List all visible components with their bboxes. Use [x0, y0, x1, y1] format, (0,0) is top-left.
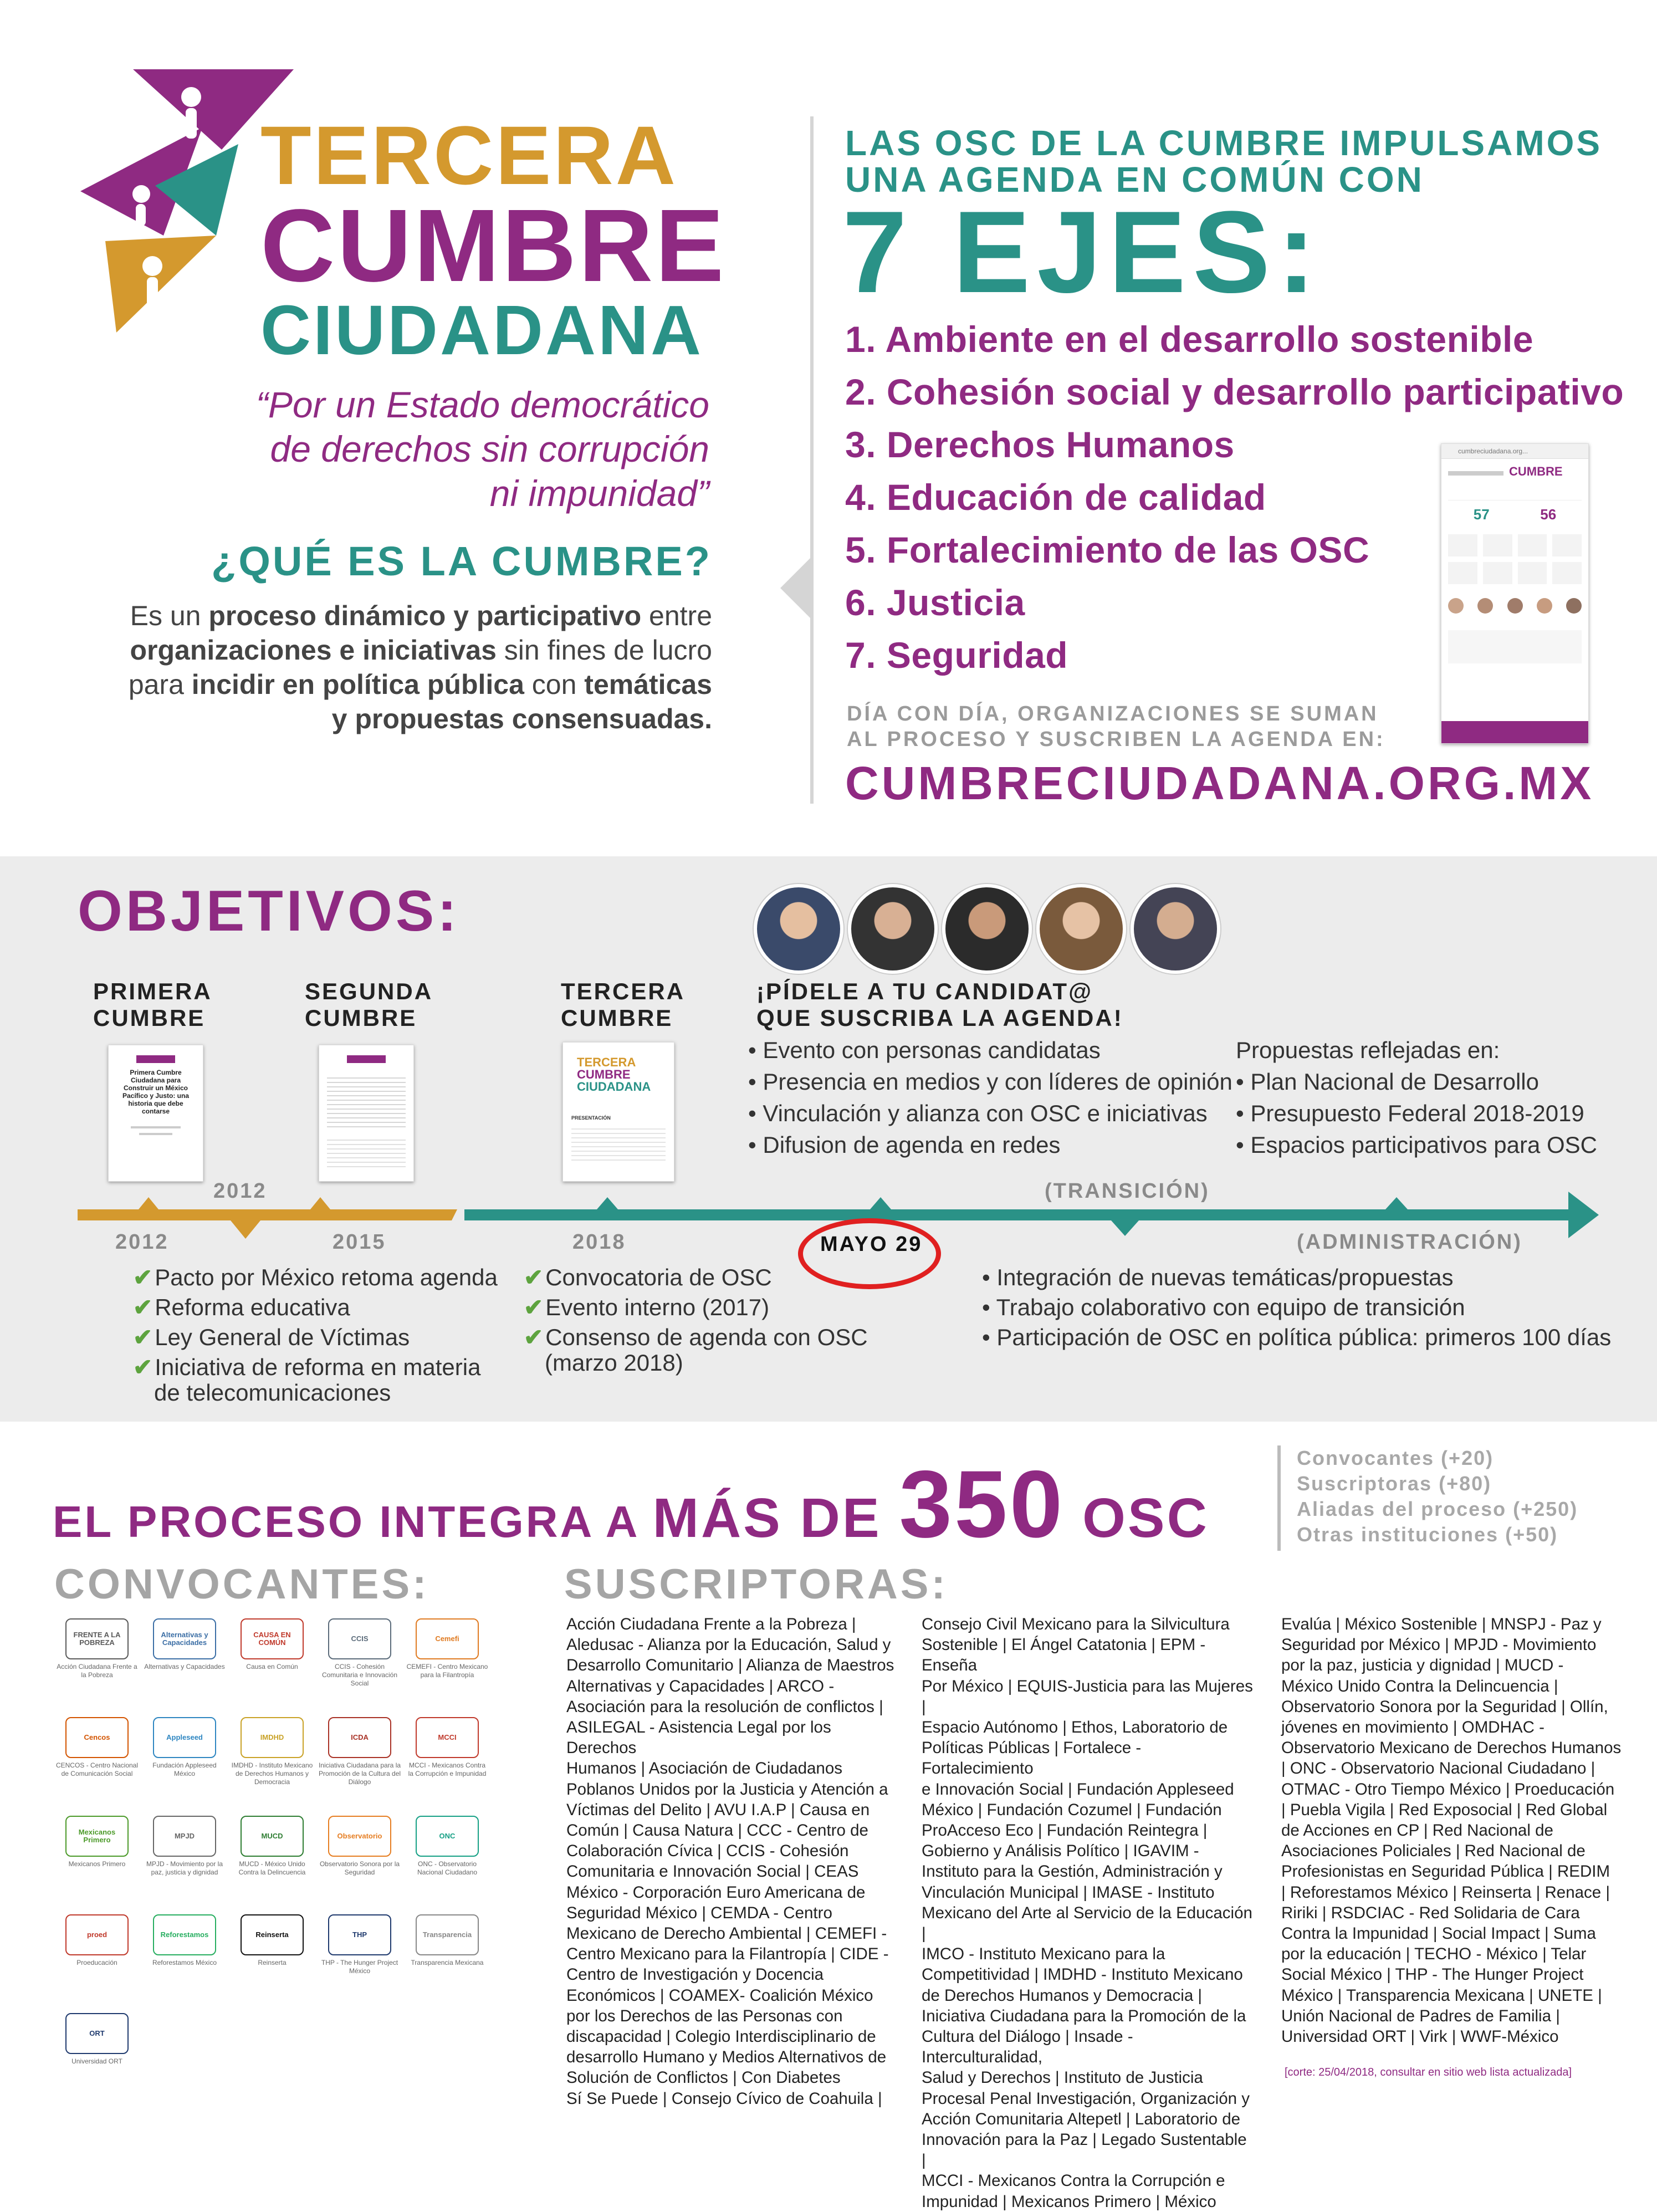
- preview-url-bar: cumbreciudadana.org...: [1441, 444, 1588, 459]
- post-item: • Trabajo colaborativo con equipo de transición: [982, 1294, 1465, 1320]
- suscriptoras-line: Evalúa | México Sostenible | MNSPJ - Paz y: [1281, 1615, 1602, 1633]
- suscriptoras-line: Sostenible | El Ángel Catatonia | EPM - Enseña: [922, 1636, 1206, 1675]
- candidate-action-item: • Difusion de agenda en redes: [748, 1132, 1061, 1158]
- year-2018: 2018: [572, 1230, 626, 1254]
- logo-line-tercera: TERCERA: [260, 109, 678, 202]
- propuestas-title: Propuestas reflejadas en:: [1236, 1037, 1500, 1063]
- convocante-logo-label: Fundación Appleseed México: [152, 1761, 217, 1777]
- suscriptoras-line: Profesionistas en Seguridad Pública | REDIM: [1281, 1862, 1610, 1881]
- suscriptoras-line: Procesal Penal Investigación, Organización y: [922, 2089, 1250, 2108]
- check-icon: ✔: [524, 1324, 544, 1350]
- suscriptoras-line: | Puebla Vigila | Red Exposocial | Red Global: [1281, 1800, 1608, 1819]
- suscriptoras-line: Centro de Investigación y Docencia: [566, 1965, 824, 1984]
- preview-text-line: [1448, 471, 1503, 476]
- convocante-logo-mark: FRENTE A LA POBREZA: [65, 1618, 129, 1659]
- suscriptoras-line: Mexicano del Arte al Servicio de la Educación |: [922, 1903, 1252, 1943]
- que-es-title: ¿QUÉ ES LA CUMBRE?: [211, 538, 712, 584]
- convocante-logo-mark: Reforestamos: [153, 1914, 216, 1955]
- post-item: • Integración de nuevas temáticas/propuestas: [982, 1264, 1454, 1290]
- mayo-date: MAYO 29: [820, 1233, 923, 1256]
- suscriptoras-line: Observatorio Sonora por la Seguridad | Ollín,: [1281, 1697, 1608, 1716]
- suscriptoras-line: Por México | EQUIS-Justicia para las Mujeres |: [922, 1677, 1253, 1716]
- convocante-logo-label: MCCI - Mexicanos Contra la Corrupción e Impunidad: [408, 1761, 487, 1777]
- convocante-logo-mark: CCIS: [328, 1618, 391, 1659]
- candidate-action-item: • Evento con personas candidatas: [748, 1037, 1101, 1063]
- join-line: AL PROCESO Y SUSCRIBEN LA AGENDA EN:: [847, 728, 1385, 751]
- convocante-logo-label: Reinserta: [258, 1959, 287, 1966]
- suscriptoras-line: Universidad ORT | Virk | WWF-México: [1281, 2027, 1559, 2046]
- convocante-logo-mark: CAUSA EN COMÚN: [241, 1618, 304, 1659]
- suscriptoras-line: Centro Mexicano para la Filantropía | CIDE -: [566, 1945, 889, 1964]
- divider-notch: [780, 557, 811, 619]
- convocante-logo-mark: Reinserta: [241, 1914, 304, 1955]
- convocante-logo-mark: Transparencia: [416, 1914, 479, 1955]
- convocante-logo-mark: Alternativas y Capacidades: [153, 1618, 216, 1659]
- convocante-logo-label: Observatorio Sonora por la Seguridad: [319, 1860, 400, 1876]
- logo-figure-body: [147, 277, 158, 308]
- suscriptoras-line: MCCI - Mexicanos Contra la Corrupción e: [922, 2172, 1225, 2190]
- convocante-logo: [55, 2013, 139, 2066]
- convocante-logo-mark: ICDA: [328, 1717, 391, 1758]
- suscriptoras-line: jóvenes en movimiento | OMDHAC -: [1281, 1718, 1545, 1737]
- suscriptoras-line: Víctimas del Delito | AVU I.A.P | Causa en: [566, 1800, 870, 1819]
- eje-item: 1. Ambiente en el desarrollo sostenible: [845, 319, 1534, 360]
- convocante-logo-mark: ORT: [65, 2013, 129, 2054]
- header-divider: [810, 116, 814, 804]
- suscriptoras-line: Desarrollo Comunitario | Alianza de Maestros: [566, 1656, 894, 1675]
- suscriptoras-line: | Reforestamos México | Reinserta | Renace |: [1281, 1883, 1610, 1902]
- convocante-logo: [143, 1914, 226, 1967]
- segunda-cumbre-heading: SEGUNDA CUMBRE: [305, 978, 433, 1031]
- que-es-description: [129, 599, 712, 736]
- check-icon: ✔: [133, 1324, 153, 1350]
- administracion-label: (ADMINISTRACIÓN): [1297, 1230, 1522, 1254]
- proceso-number: 350: [899, 1451, 1065, 1557]
- logro-item: ✔Consenso de agenda con OSC: [524, 1324, 868, 1350]
- agenda-intro-line: UNA AGENDA EN COMÚN CON: [845, 160, 1424, 200]
- eje-item: 5. Fortalecimiento de las OSC: [845, 529, 1370, 570]
- suscriptoras-line: Unión Nacional de Padres de Familia |: [1281, 2006, 1560, 2025]
- join-line: DÍA CON DÍA, ORGANIZACIONES SE SUMAN: [847, 702, 1379, 726]
- candidate-avatar: [942, 884, 1032, 974]
- convocante-logo: [231, 1717, 314, 1786]
- suscriptoras-title: SUSCRIPTORAS:: [564, 1561, 948, 1608]
- logo-figure-body: [186, 108, 197, 139]
- suscriptoras-line: México - Corporación Euro Americana de: [566, 1883, 866, 1902]
- convocante-logo-mark: proed: [65, 1914, 129, 1955]
- convocante-logo: [55, 1816, 139, 1868]
- eje-item: 7. Seguridad: [845, 635, 1068, 676]
- suscriptoras-line: Innovación para la Paz | Legado Sustentable |: [922, 2131, 1247, 2170]
- convocante-logo-label: CEMEFI - Centro Mexicano para la Filantropía: [406, 1663, 488, 1679]
- propuesta-item: • Presupuesto Federal 2018-2019: [1236, 1100, 1584, 1126]
- convocante-logo-label: THP - The Hunger Project México: [321, 1959, 398, 1975]
- join-text: [847, 701, 1385, 752]
- convocante-logo-label: CENCOS - Centro Nacional de Comunicación Social: [55, 1761, 139, 1777]
- convocante-logo-mark: THP: [328, 1914, 391, 1955]
- suscriptoras-line: Espacio Autónomo | Ethos, Laboratorio de: [922, 1718, 1228, 1737]
- convocante-logo-mark: MUCD: [241, 1816, 304, 1857]
- agenda-big-title: 7 EJES:: [842, 187, 1323, 317]
- website-preview: [1441, 443, 1589, 744]
- suscriptoras-line: Gobierno y Análisis Político | IGAVIM -: [922, 1842, 1199, 1861]
- logros-2012-list: [133, 1263, 498, 1408]
- convocante-logo: [406, 1618, 489, 1679]
- transicion-label: (TRANSICIÓN): [1045, 1179, 1210, 1203]
- suscriptoras-line: de Derechos Humanos y Democracia |: [922, 1986, 1203, 2005]
- proceso-headline: [53, 1449, 1209, 1559]
- convocante-logo: [318, 1816, 401, 1877]
- suscriptoras-line: por los Derechos de las Personas con: [566, 2006, 843, 2025]
- que-es-line: para incidir en política pública con temáticas: [128, 669, 712, 700]
- post-item: • Participación de OSC en política pública: primeros 100 días: [982, 1324, 1612, 1350]
- suscriptoras-line: Solución de Conflictos | Con Diabetes: [566, 2068, 841, 2087]
- suscriptoras-line: México Unido Contra la Delincuencia |: [1281, 1677, 1558, 1695]
- convocante-logo-label: Universidad ORT: [71, 2057, 122, 2065]
- convocante-logo: [231, 1618, 314, 1671]
- logro-item: ✔Evento interno (2017): [524, 1294, 770, 1320]
- convocante-logo-label: CCIS - Cohesión Comunitaria e Innovación Social: [321, 1663, 398, 1687]
- breakdown-list: [1297, 1445, 1578, 1547]
- suscriptoras-line: Ririki | RSDCIAC - Red Solidaria de Cara: [1281, 1903, 1580, 1922]
- convocante-logo-mark: Appleseed: [153, 1717, 216, 1758]
- suscriptoras-line: Poblanos Unidos por la Justicia y Atención a: [566, 1780, 888, 1799]
- suscriptoras-column-2: [922, 1614, 1254, 2212]
- convocante-logo-label: Iniciativa Ciudadana para la Promoción de la Cultura del Diálogo: [318, 1761, 401, 1786]
- convocante-logo: [318, 1914, 401, 1975]
- preview-logo: CUMBRE: [1509, 464, 1563, 478]
- suscriptoras-line: Instituto para la Gestión, Administración y: [922, 1862, 1223, 1881]
- convocante-logo: [55, 1717, 139, 1778]
- convocante-logo-mark: Cemefi: [416, 1618, 479, 1659]
- que-es-line: Es un proceso dinámico y participativo entre: [130, 600, 712, 631]
- logo-line-ciudadana: CIUDADANA: [260, 291, 703, 369]
- que-es-line: y propuestas consensuadas.: [331, 703, 712, 734]
- candidate-avatar: [1131, 884, 1220, 974]
- logo-gold-triangle: [105, 236, 216, 333]
- convocante-logo-mark: MPJD: [153, 1816, 216, 1857]
- proceso-mas-de: MÁS DE: [652, 1487, 899, 1549]
- convocante-logo-label: Causa en Común: [246, 1663, 298, 1671]
- suscriptoras-line: Iniciativa Ciudadana para la Promoción de la: [922, 2006, 1246, 2025]
- convocante-logo: [143, 1816, 226, 1877]
- suscriptoras-line: Seguridad por México | MPJD - Movimiento: [1281, 1636, 1597, 1654]
- convocante-logo-label: Mexicanos Primero: [68, 1860, 126, 1868]
- convocante-logo: [143, 1618, 226, 1671]
- convocante-logo-label: Acción Ciudadana Frente a la Pobreza: [57, 1663, 137, 1679]
- suscriptoras-line: ASILEGAL - Asistencia Legal por los Derechos: [566, 1718, 831, 1758]
- suscriptoras-line: Asociación para la resolución de conflictos |: [566, 1697, 883, 1716]
- year-2012-top: 2012: [213, 1179, 267, 1203]
- suscriptoras-line: Colaboración Cívica | CCIS - Cohesión: [566, 1842, 849, 1861]
- suscriptoras-column-1: [566, 1614, 899, 2109]
- preview-stat: 57: [1473, 506, 1490, 523]
- suscriptoras-line: Vinculación Municipal | IMASE - Instituto: [922, 1883, 1215, 1902]
- logro-item: ✔Iniciativa de reforma en materia: [133, 1354, 481, 1380]
- suscriptoras-line: Social México | THP - The Hunger Project: [1281, 1965, 1584, 1984]
- convocante-logo-label: ONC - Observatorio Nacional Ciudadano: [417, 1860, 478, 1876]
- check-icon: ✔: [524, 1294, 544, 1320]
- logro-item: ✔Reforma educativa: [133, 1294, 350, 1320]
- candidate-avatar: [848, 884, 938, 974]
- suscriptoras-line: México | Fundación Cozumel | Fundación: [922, 1800, 1222, 1819]
- que-es-line: organizaciones e iniciativas sin fines de lucro: [130, 635, 712, 666]
- proceso-osc: OSC: [1065, 1487, 1209, 1549]
- candidate-avatar: [1036, 884, 1126, 974]
- convocante-logo: [406, 1717, 489, 1778]
- suscriptoras-line: discapacidad | Colegio Interdisciplinario de: [566, 2027, 876, 2046]
- convocantes-logo-grid: [55, 1618, 488, 2117]
- logro-item: de telecomunicaciones: [154, 1380, 391, 1406]
- motto-line: ni impunidad”: [489, 473, 709, 514]
- candidate-action-item: • Vinculación y alianza con OSC e iniciativas: [748, 1100, 1208, 1126]
- convocante-logo: [318, 1618, 401, 1688]
- motto-line: “Por un Estado democrático: [255, 384, 709, 425]
- suscriptoras-column-3: [1281, 1614, 1625, 2047]
- propuestas-list: [1236, 1034, 1597, 1161]
- preview-stat: 56: [1540, 506, 1557, 523]
- suscriptoras-line: Acción Ciudadana Frente a la Pobreza |: [566, 1615, 856, 1633]
- check-icon: ✔: [133, 1264, 153, 1290]
- convocante-logo-mark: IMDHD: [241, 1717, 304, 1758]
- agenda-intro-line: LAS OSC DE LA CUMBRE IMPULSAMOS: [845, 123, 1603, 163]
- suscriptoras-line: Comunitaria e Innovación Social | CEAS: [566, 1862, 859, 1881]
- suscriptoras-line: Competitividad | IMDHD - Instituto Mexicano: [922, 1965, 1243, 1984]
- logo-figure-head: [142, 256, 162, 276]
- breakdown-divider: [1277, 1445, 1281, 1551]
- suscriptoras-line: OTMAC - Otro Tiempo México | Proeducación: [1281, 1780, 1615, 1799]
- suscriptoras-line: Salud y Derechos | Instituto de Justicia: [922, 2068, 1203, 2087]
- candidate-action-item: • Presencia en medios y con líderes de opinión: [748, 1069, 1232, 1095]
- suscriptoras-line: por la educación | TECHO - México | Telar: [1281, 1945, 1587, 1964]
- convocante-logo-label: MUCD - México Unido Contra la Delincuencia: [238, 1860, 306, 1876]
- logro-item: ✔Convocatoria de OSC: [524, 1264, 772, 1290]
- tercera-cumbre-heading: TERCERA CUMBRE: [561, 978, 686, 1031]
- suscriptoras-line: Cultura del Diálogo | Insade - Interculturalidad,: [922, 2027, 1133, 2067]
- convocante-logo-label: Proeducación: [76, 1959, 117, 1966]
- suscriptoras-line: Seguridad México | CEMDA - Centro: [566, 1903, 832, 1922]
- check-icon: ✔: [133, 1294, 153, 1320]
- logros-2018-list: [524, 1263, 868, 1378]
- suscriptoras-line: IMCO - Instituto Mexicano para la: [922, 1945, 1165, 1964]
- propuesta-item: • Espacios participativos para OSC: [1236, 1132, 1597, 1158]
- propuesta-item: • Plan Nacional de Desarrollo: [1236, 1069, 1539, 1095]
- suscriptoras-line: Alternativas y Capacidades | ARCO -: [566, 1677, 835, 1695]
- convocante-logo-label: Transparencia Mexicana: [411, 1959, 484, 1966]
- convocante-logo-mark: MCCI: [416, 1717, 479, 1758]
- suscriptoras-line: Observatorio Mexicano de Derechos Humanos: [1281, 1739, 1622, 1758]
- convocante-logo: [231, 1914, 314, 1967]
- pidele-heading: ¡PÍDELE A TU CANDIDAT@ QUE SUSCRIBA LA AGENDA!: [756, 978, 1123, 1031]
- suscriptoras-line: Asociaciones Policiales | Red Nacional de: [1281, 1842, 1586, 1861]
- candidate-avatar: [754, 884, 843, 974]
- convocante-logo: [231, 1816, 314, 1877]
- convocante-logo-label: Alternativas y Capacidades: [144, 1663, 225, 1671]
- logro-item: ✔Pacto por México retoma agenda: [133, 1264, 498, 1290]
- convocante-logo-mark: Cencos: [65, 1717, 129, 1758]
- suscriptoras-line: México | Transparencia Mexicana | UNETE |: [1281, 1986, 1602, 2005]
- convocante-logo-mark: ONC: [416, 1816, 479, 1857]
- convocante-logo-mark: Mexicanos Primero: [65, 1816, 129, 1857]
- logro-item: (marzo 2018): [545, 1350, 683, 1376]
- convocante-logo: [406, 1816, 489, 1877]
- convocante-logo: [143, 1717, 226, 1778]
- suscriptoras-line: Sí Se Puede | Consejo Cívico de Coahuila |: [566, 2089, 882, 2108]
- eje-item: 2. Cohesión social y desarrollo participativo: [845, 371, 1624, 412]
- convocante-logo: [55, 1618, 139, 1679]
- convocante-logo: [406, 1914, 489, 1967]
- suscriptoras-line: Políticas Públicas | Fortalece - Fortalecimiento: [922, 1739, 1142, 1778]
- breakdown-item: Convocantes (+20): [1297, 1447, 1494, 1469]
- website-link[interactable]: CUMBRECIUDADANA.ORG.MX: [845, 757, 1594, 809]
- suscriptoras-line: Impunidad | Mexicanos Primero | México: [922, 2192, 1216, 2211]
- suscriptoras-line: desarrollo Humano y Medios Alternativos de: [566, 2048, 887, 2067]
- logo-figure-head: [181, 87, 201, 107]
- suscriptoras-line: Común | Causa Natura | CCC - Centro de: [566, 1821, 868, 1840]
- convocante-logo-mark: Observatorio: [328, 1816, 391, 1857]
- suscriptoras-line: por la paz, justicia y dignidad | MUCD -: [1281, 1656, 1564, 1675]
- convocantes-title: CONVOCANTES:: [54, 1561, 429, 1608]
- suscriptoras-line: ProAcceso Eco | Fundación Reintegra |: [922, 1821, 1208, 1840]
- breakdown-item: Aliadas del proceso (+250): [1297, 1498, 1578, 1520]
- suscriptoras-line: Aledusac - Alianza por la Educación, Salud y: [566, 1636, 891, 1654]
- suscriptoras-line: | ONC - Observatorio Nacional Ciudadano |: [1281, 1759, 1595, 1778]
- year-2015: 2015: [333, 1230, 386, 1254]
- segunda-cumbre-document: [319, 1045, 414, 1182]
- objetivos-title: OBJETIVOS:: [78, 879, 460, 943]
- logo-title: [260, 109, 727, 369]
- breakdown-item: Otras instituciones (+50): [1297, 1523, 1558, 1546]
- suscriptoras-line: e Innovación Social | Fundación Appleseed: [922, 1780, 1234, 1799]
- suscriptoras-line: de Acciones en CP | Red Nacional de: [1281, 1821, 1553, 1840]
- post-election-list: [982, 1263, 1611, 1352]
- suscriptoras-footnote: [corte: 25/04/2018, consultar en sitio web lista actualizada]: [1285, 2066, 1572, 2078]
- eje-item: 6. Justicia: [845, 582, 1025, 623]
- motto-line: de derechos sin corrupción: [270, 428, 709, 469]
- convocante-logo-label: Reforestamos México: [152, 1959, 217, 1966]
- primera-cumbre-document: [108, 1045, 203, 1182]
- eje-item: 4. Educación de calidad: [845, 477, 1266, 518]
- tercera-cumbre-document: TERCERA CUMBRE CIUDADANA PRESENTACIÓN: [562, 1042, 674, 1182]
- doc1-title: Primera Cumbre Ciudadana para Construir un México Pacífico y Justo: una historia que debe contarse: [122, 1069, 190, 1115]
- suscriptoras-line: Contra la Impunidad | Social Impact | Suma: [1281, 1924, 1596, 1943]
- convocante-logo-label: IMDHD - Instituto Mexicano de Derechos Humanos y Democracia: [231, 1761, 313, 1786]
- convocante-logo-label: MPJD - Movimiento por la paz, justicia y dignidad: [146, 1860, 223, 1876]
- breakdown-item: Suscriptoras (+80): [1297, 1472, 1492, 1495]
- suscriptoras-line: Acción Comunitaria Altepetl | Laboratorio de: [922, 2109, 1241, 2128]
- check-icon: ✔: [524, 1264, 544, 1290]
- motto-quote: [256, 382, 709, 515]
- suscriptoras-line: Consejo Civil Mexicano para la Silvicultura: [922, 1615, 1230, 1633]
- suscriptoras-line: Mexicano de Derecho Ambiental | CEMEFI -: [566, 1924, 887, 1943]
- logo-figure-head: [132, 185, 150, 203]
- primera-cumbre-heading: PRIMERA CUMBRE: [93, 978, 212, 1031]
- candidate-actions-list: [748, 1034, 1232, 1161]
- eje-item: 3. Derechos Humanos: [845, 424, 1235, 465]
- year-2012: 2012: [115, 1230, 169, 1254]
- logo-line-cumbre: CUMBRE: [260, 188, 727, 303]
- check-icon: ✔: [133, 1354, 153, 1380]
- logro-item: ✔Ley General de Víctimas: [133, 1324, 410, 1350]
- convocante-logo: [318, 1717, 401, 1786]
- suscriptoras-line: Económicos | COAMEX- Coalición México: [566, 1986, 873, 2005]
- logo-figure-body: [136, 204, 146, 226]
- suscriptoras-line: Humanos | Asociación de Ciudadanos: [566, 1759, 842, 1778]
- convocante-logo: [55, 1914, 139, 1967]
- proceso-lead: EL PROCESO INTEGRA A: [53, 1497, 653, 1546]
